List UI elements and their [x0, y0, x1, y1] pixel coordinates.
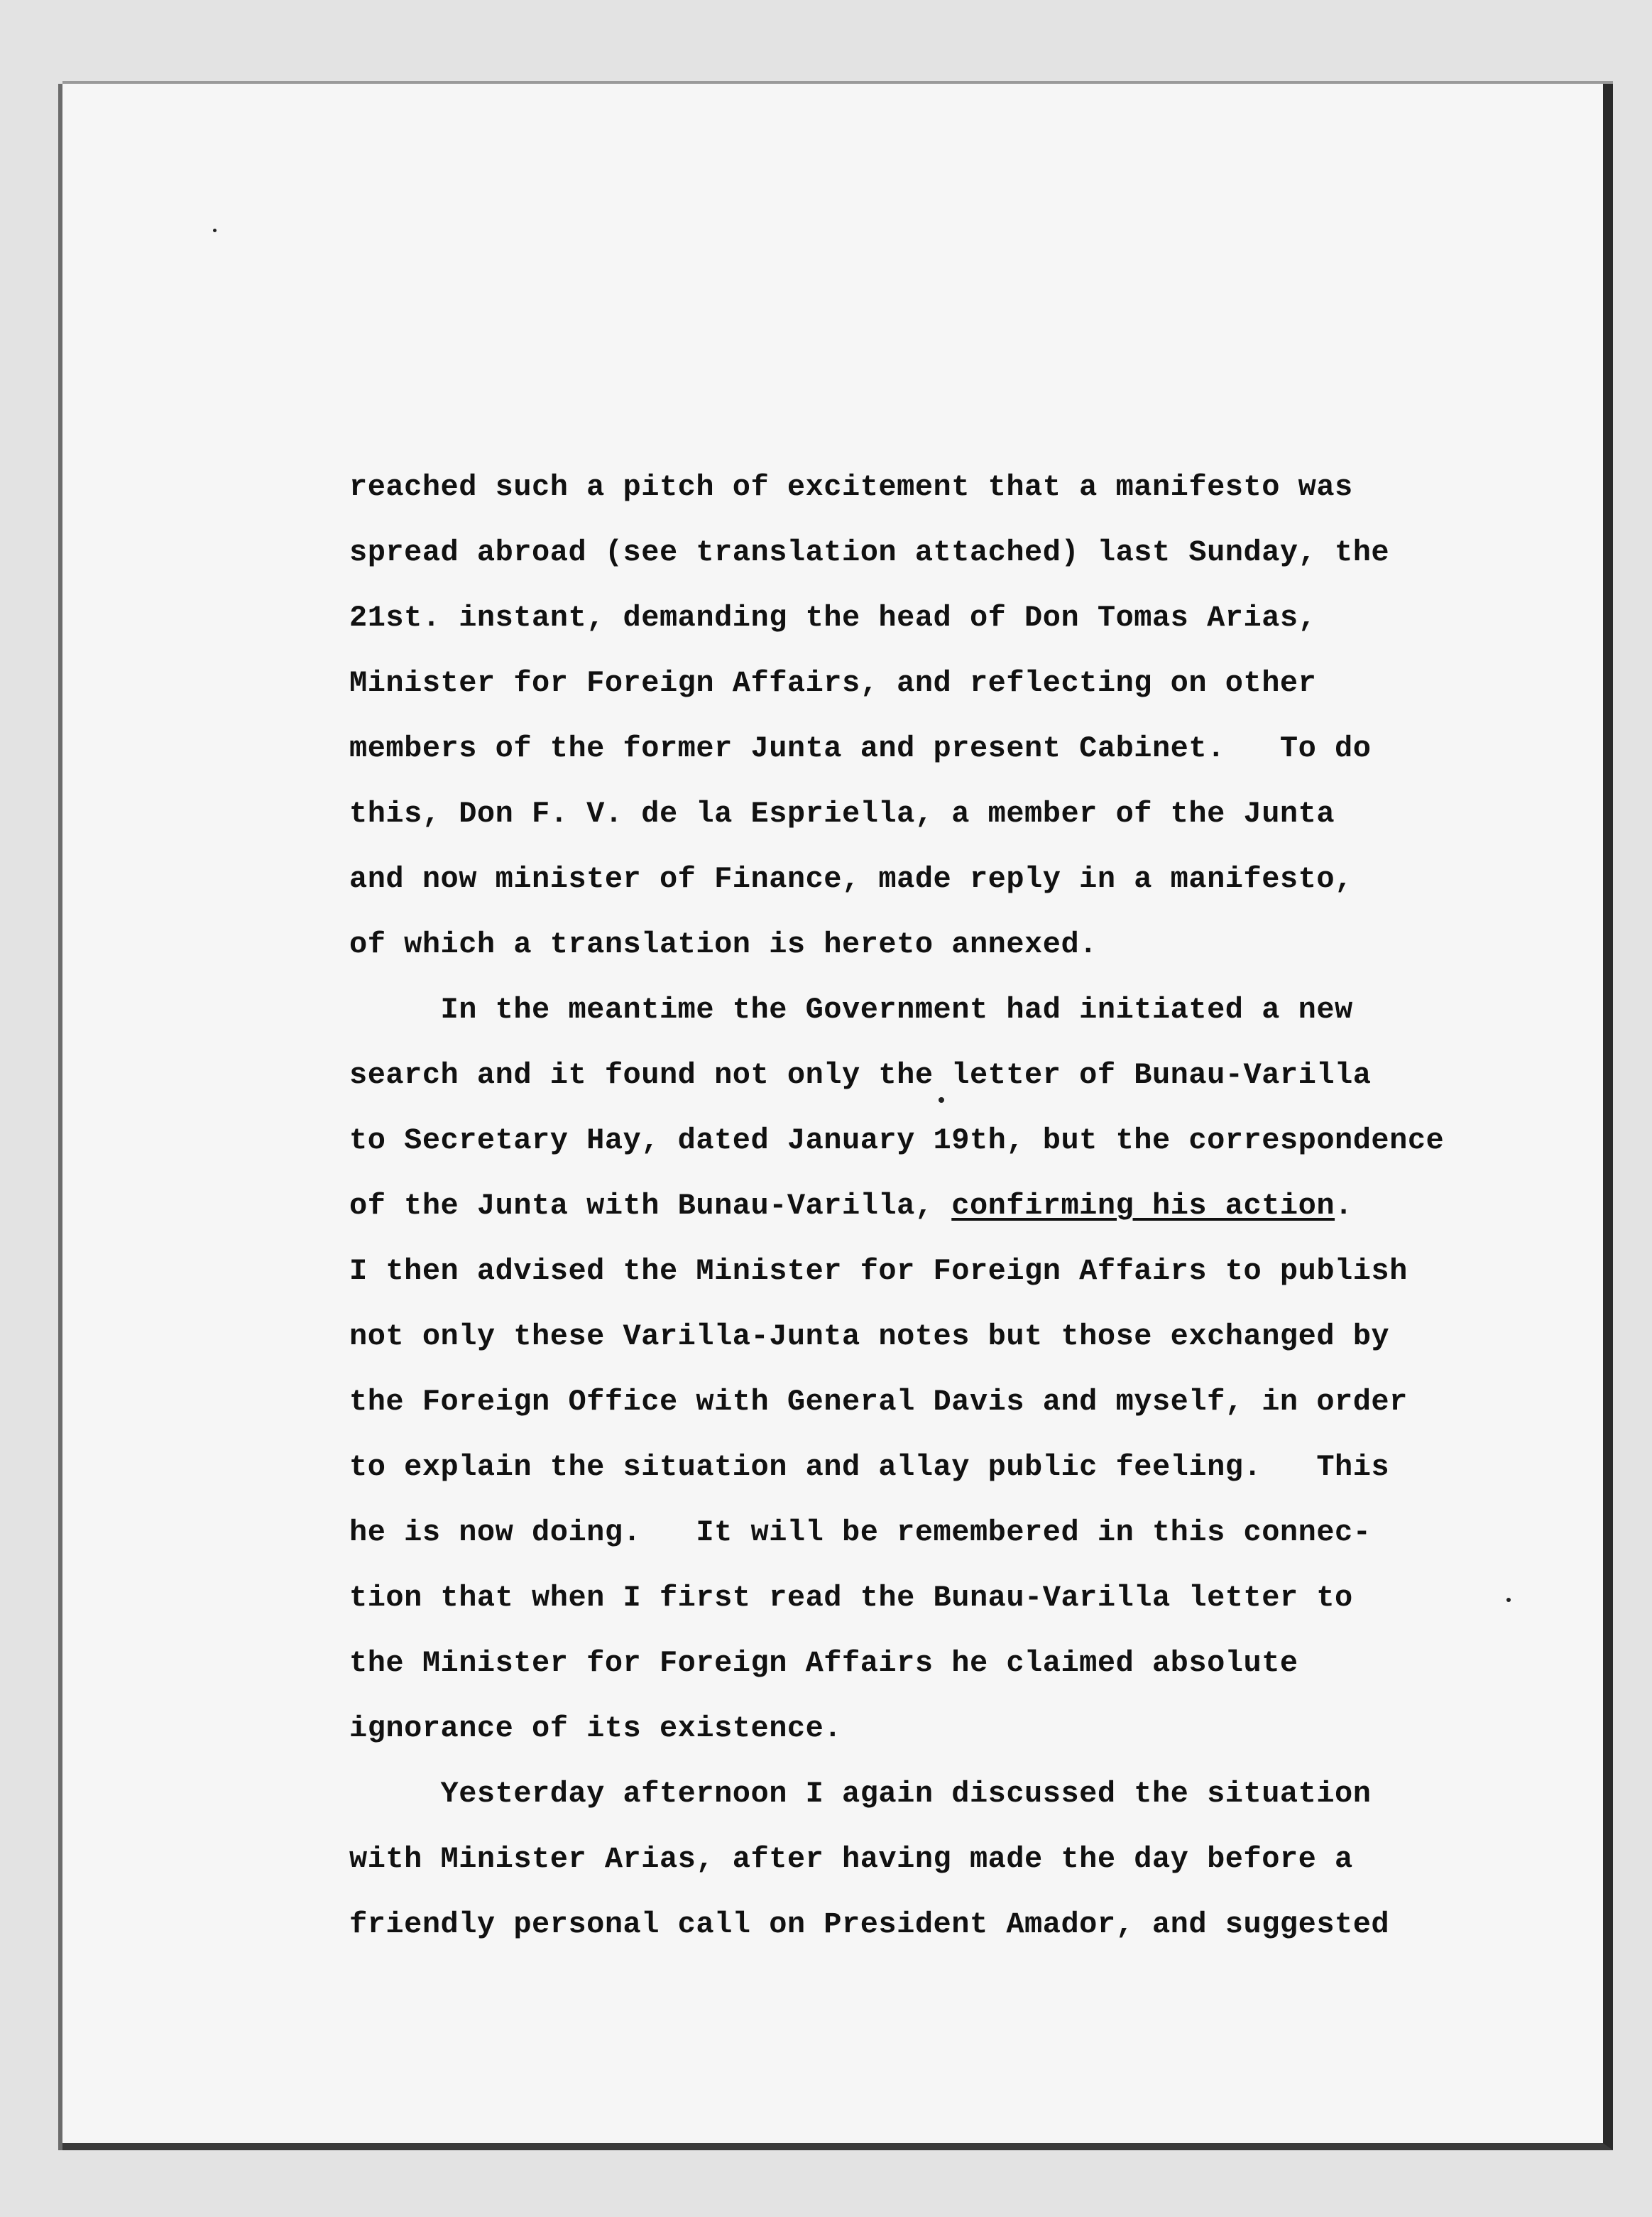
ink-speck: [213, 229, 217, 232]
text-line-12-start: of the Junta with Bunau-Varilla,: [349, 1189, 952, 1223]
text-line-13: I then advised the Minister for Foreign Affairs to publish: [349, 1254, 1408, 1288]
text-line-19: the Minister for Foreign Affairs he claimed absolute: [349, 1646, 1298, 1680]
text-line-11: to Secretary Hay, dated January 19th, but the correspondence: [349, 1123, 1445, 1157]
text-line-12: [349, 1173, 1514, 1238]
text-line-9: In the meantime the Government had initiated a new: [349, 993, 1353, 1027]
text-line-8: of which a translation is hereto annexed.: [349, 927, 1098, 962]
ink-speck: [1506, 1598, 1511, 1602]
text-line-10: search and it found not only the letter of Bunau-Varilla: [349, 1058, 1372, 1092]
text-line-7: and now minister of Finance, made reply in a manifesto,: [349, 862, 1353, 896]
text-line-16: to explain the situation and allay public feeling. This: [349, 1450, 1390, 1484]
text-line-12-end: .: [1335, 1189, 1353, 1223]
text-line-1: reached such a pitch of excitement that a manifesto was: [349, 470, 1353, 504]
text-line-4: Minister for Foreign Affairs, and reflecting on other: [349, 666, 1317, 700]
text-line-3: 21st. instant, demanding the head of Don Tomas Arias,: [349, 601, 1317, 635]
text-line-2: spread abroad (see translation attached) last Sunday, the: [349, 535, 1390, 570]
text-line-20: ignorance of its existence.: [349, 1711, 843, 1745]
text-line-14: not only these Varilla-Junta notes but those exchanged by: [349, 1319, 1390, 1353]
text-line-21: Yesterday afternoon I again discussed the situation: [349, 1777, 1372, 1811]
underlined-phrase: confirming his action: [951, 1189, 1335, 1223]
text-line-6: this, Don F. V. de la Espriella, a member of the Junta: [349, 797, 1335, 831]
letter-body: [349, 454, 1514, 1957]
text-line-18: tion that when I first read the Bunau-Varilla letter to: [349, 1581, 1353, 1615]
text-line-22: with Minister Arias, after having made the day before a: [349, 1842, 1353, 1876]
ink-speck: [939, 1097, 944, 1103]
text-line-15: the Foreign Office with General Davis and myself, in order: [349, 1385, 1408, 1419]
text-line-17: he is now doing. It will be remembered in this connec-: [349, 1515, 1372, 1549]
text-line-23: friendly personal call on President Amador, and suggested: [349, 1907, 1390, 1941]
text-line-5: members of the former Junta and present Cabinet. To do: [349, 731, 1372, 766]
